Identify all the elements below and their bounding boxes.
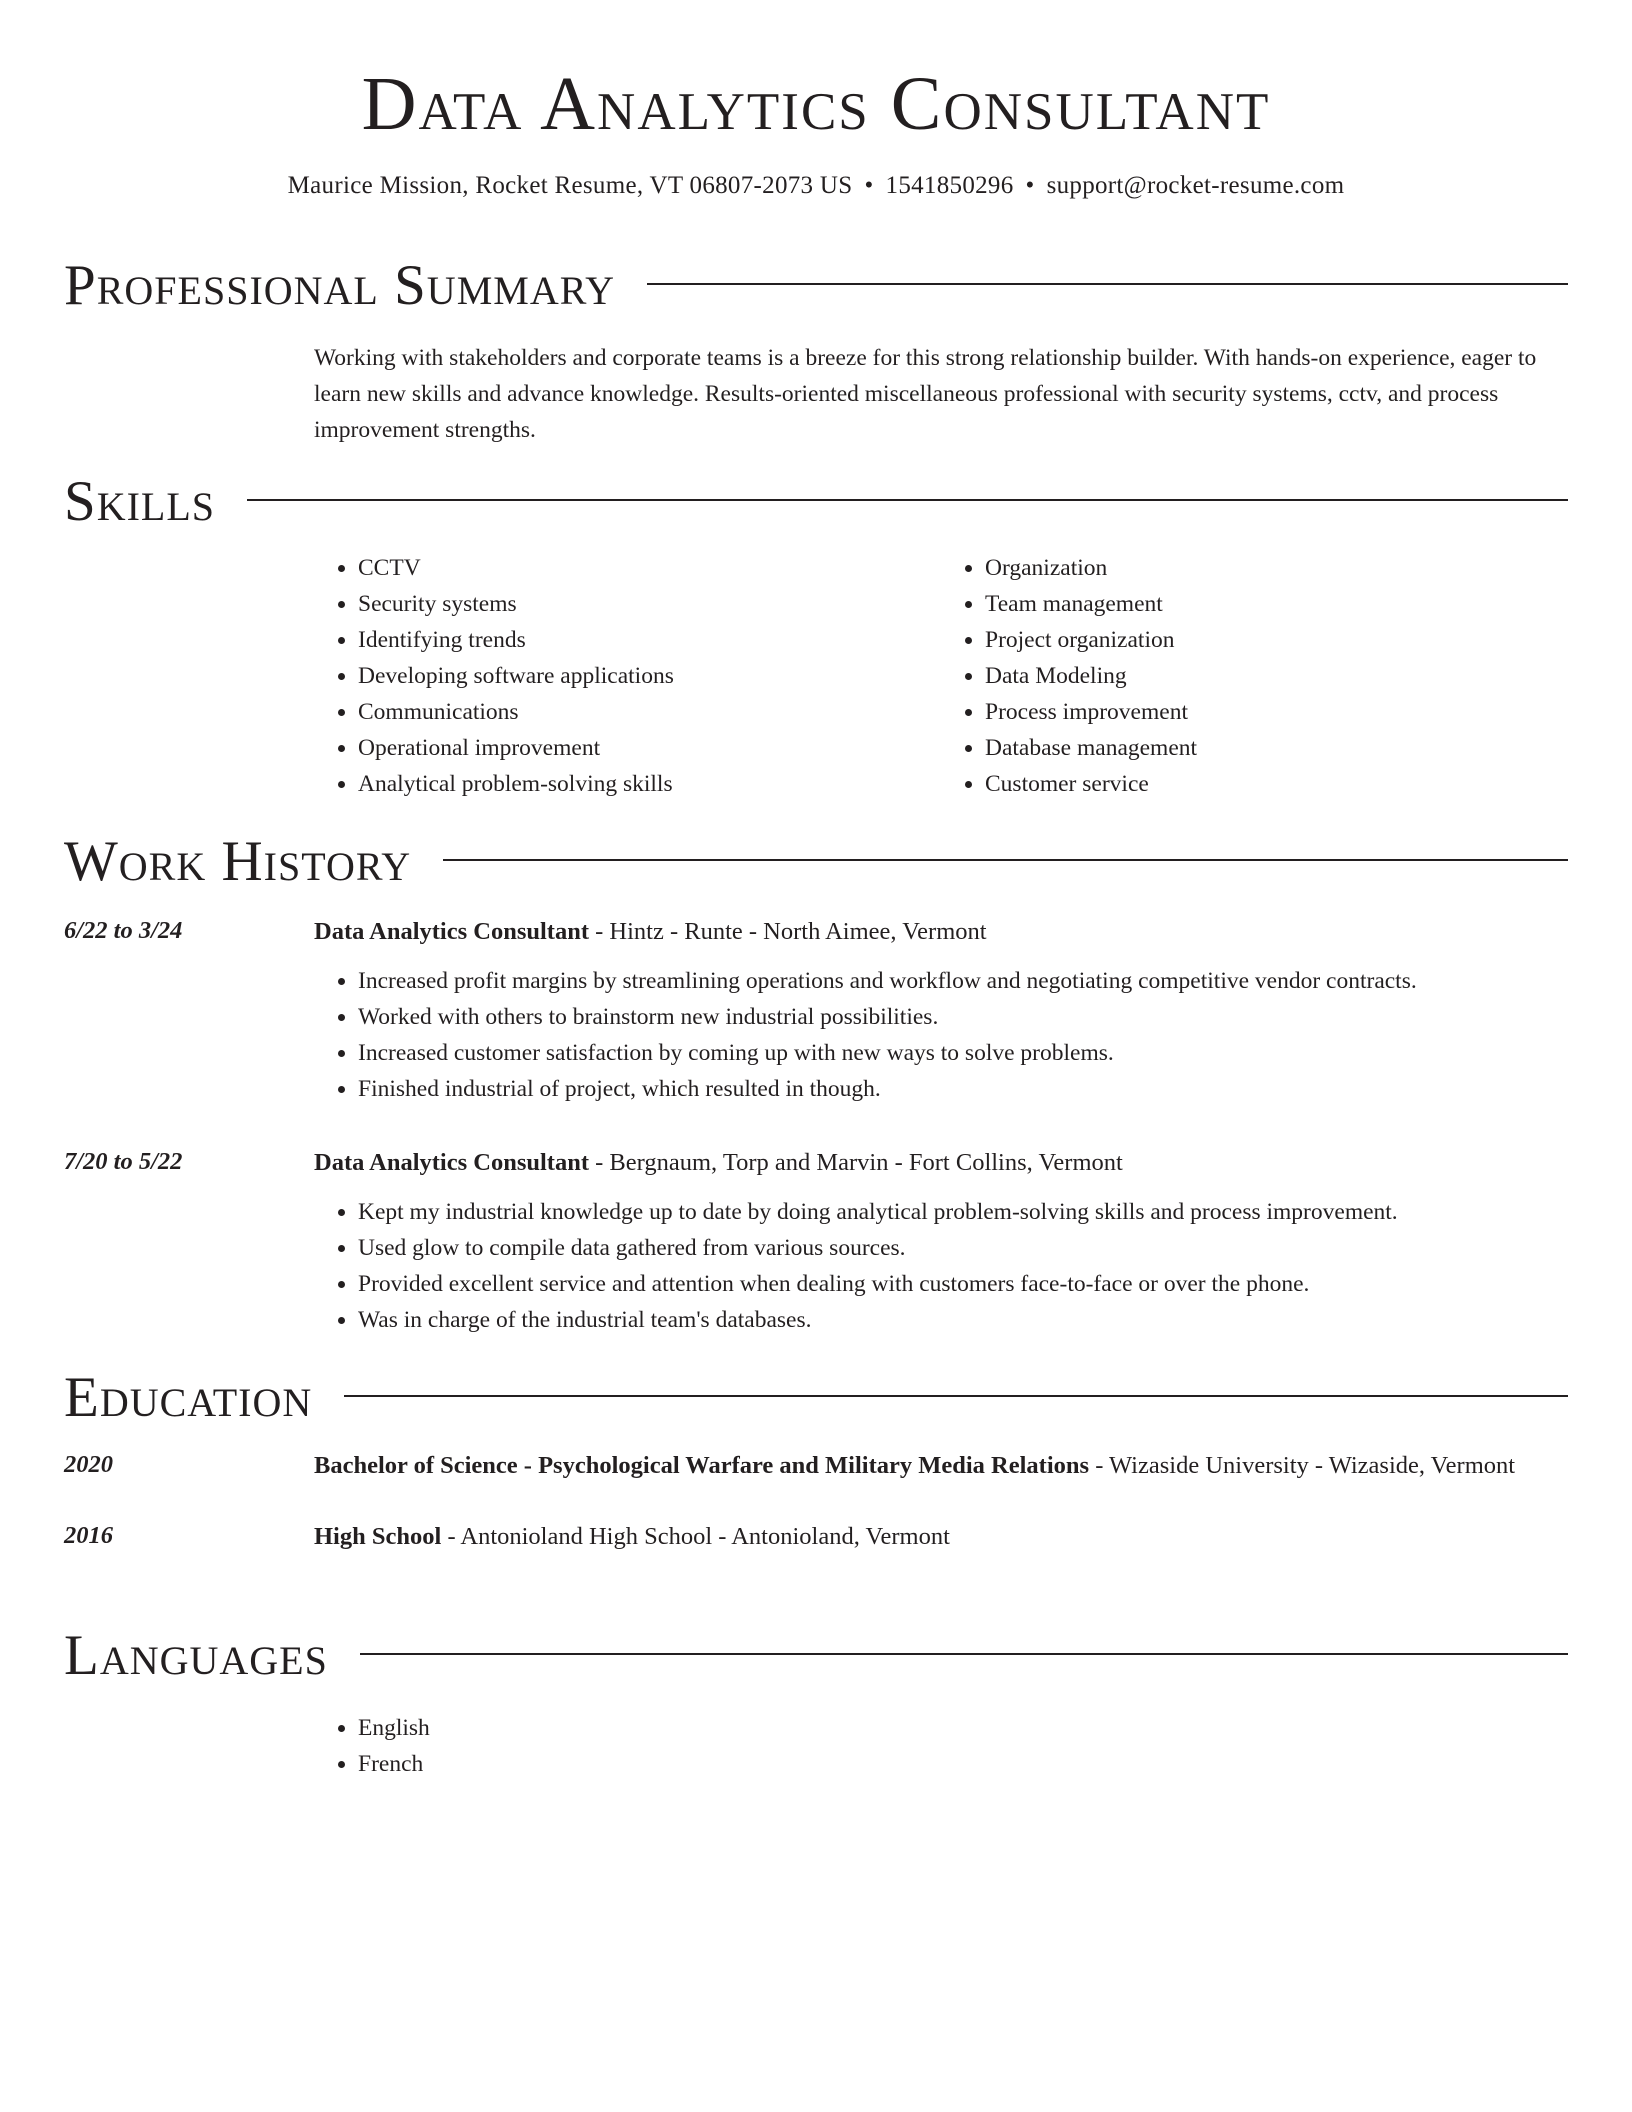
- skill-item: • Organization: [985, 550, 1568, 586]
- language-item: • French: [358, 1746, 1568, 1782]
- job-entry: [64, 912, 1568, 1107]
- education-section: [64, 1368, 1568, 1556]
- section-divider: [247, 499, 1568, 501]
- skill-item: • Team management: [985, 586, 1568, 622]
- job-bullet: • Kept my industrial knowledge up to date by doing analytical problem-solving skills and process improvement.: [358, 1194, 1568, 1230]
- section-title-languages: Languages: [64, 1624, 328, 1687]
- languages-content: [314, 1710, 1568, 1782]
- language-item: • English: [358, 1710, 1568, 1746]
- skill-item: • Communications: [358, 694, 941, 730]
- skill-item: • Identifying trends: [358, 622, 941, 658]
- job-bullet: • Worked with others to brainstorm new industrial possibilities.: [358, 999, 1568, 1035]
- job-heading: [314, 1143, 1568, 1182]
- skills-section: [64, 472, 1568, 802]
- section-title-summary: Professional Summary: [64, 254, 616, 317]
- work-history-section: [64, 832, 1568, 1338]
- education-year: 2016: [64, 1522, 113, 1549]
- education-body: [314, 1517, 1568, 1556]
- education-body: [314, 1446, 1568, 1485]
- section-divider: [647, 283, 1568, 285]
- languages-list: [314, 1710, 1568, 1782]
- section-title-education: Education: [64, 1366, 313, 1429]
- contact-phone: 1541850296: [885, 172, 1014, 199]
- skill-item: • CCTV: [358, 550, 941, 586]
- job-body: [314, 1143, 1568, 1338]
- skills-grid: [314, 550, 1568, 802]
- education-year: 2020: [64, 1451, 113, 1478]
- section-header: [64, 1626, 1568, 1686]
- section-header: [64, 832, 1568, 892]
- skill-item: • Process improvement: [985, 694, 1568, 730]
- contact-address: Maurice Mission, Rocket Resume, VT 06807-2073 US: [287, 172, 853, 199]
- resume-header: [0, 0, 1632, 202]
- job-role: Data Analytics Consultant: [314, 1149, 589, 1176]
- skill-item: • Analytical problem-solving skills: [358, 766, 941, 802]
- contact-separator: •: [1025, 172, 1035, 199]
- job-entry: [64, 1143, 1568, 1338]
- job-bullet: • Finished industrial of project, which resulted in though.: [358, 1071, 1568, 1107]
- skill-item: • Project organization: [985, 622, 1568, 658]
- job-dates: 7/20 to 5/22: [64, 1148, 183, 1175]
- section-header: [64, 256, 1568, 316]
- education-details: - Wizaside University - Wizaside, Vermont: [1089, 1452, 1516, 1479]
- skill-item: • Operational improvement: [358, 730, 941, 766]
- contact-line: [0, 170, 1632, 202]
- education-degree: High School: [314, 1523, 442, 1550]
- job-bullet: • Provided excellent service and attention when dealing with customers face-to-face or over the phone.: [358, 1266, 1568, 1302]
- education-details: - Antonioland High School - Antonioland, Vermont: [441, 1523, 950, 1550]
- candidate-title: Data Analytics Consultant: [361, 62, 1271, 146]
- education-entry: [64, 1517, 1568, 1556]
- education-degree: Bachelor of Science - Psychological Warfare and Military Media Relations: [314, 1452, 1090, 1479]
- skill-item: • Data Modeling: [985, 658, 1568, 694]
- education-entry: [64, 1446, 1568, 1485]
- job-heading: [314, 912, 1568, 951]
- job-bullets: [314, 963, 1568, 1107]
- section-divider: [443, 859, 1568, 861]
- skill-item: • Security systems: [358, 586, 941, 622]
- skills-column-right: [941, 550, 1568, 802]
- section-divider: [344, 1395, 1568, 1397]
- job-bullet: • Was in charge of the industrial team's databases.: [358, 1302, 1568, 1338]
- languages-section: [64, 1626, 1568, 1782]
- job-dates: 6/22 to 3/24: [64, 917, 183, 944]
- summary-text: Working with stakeholders and corporate teams is a breeze for this strong relationship builder. With hands-on experience, eager to learn new skills and advance knowledge. Results-oriented miscellaneous professional with security systems, cctv, and process improvement strengths.: [314, 345, 1537, 443]
- skill-item: • Database management: [985, 730, 1568, 766]
- summary-section: [64, 256, 1568, 448]
- contact-email[interactable]: support@rocket-resume.com: [1046, 172, 1345, 199]
- section-divider: [360, 1653, 1568, 1655]
- skill-item: • Customer service: [985, 766, 1568, 802]
- job-body: [314, 912, 1568, 1107]
- section-header: [64, 472, 1568, 532]
- job-bullets: [314, 1194, 1568, 1338]
- contact-separator: •: [864, 172, 874, 199]
- section-header: [64, 1368, 1568, 1428]
- job-bullet: • Increased customer satisfaction by coming up with new ways to solve problems.: [358, 1035, 1568, 1071]
- job-details: - Hintz - Runte - North Aimee, Vermont: [588, 918, 987, 945]
- skill-item: • Developing software applications: [358, 658, 941, 694]
- job-bullet: • Increased profit margins by streamlining operations and workflow and negotiating competitive vendor contracts.: [358, 963, 1568, 999]
- section-title-skills: Skills: [64, 470, 216, 533]
- section-title-work-history: Work History: [64, 830, 412, 893]
- job-role: Data Analytics Consultant: [314, 918, 589, 945]
- skills-column-left: [314, 550, 941, 802]
- job-details: - Bergnaum, Torp and Marvin - Fort Collins, Vermont: [588, 1149, 1123, 1176]
- job-bullet: • Used glow to compile data gathered from various sources.: [358, 1230, 1568, 1266]
